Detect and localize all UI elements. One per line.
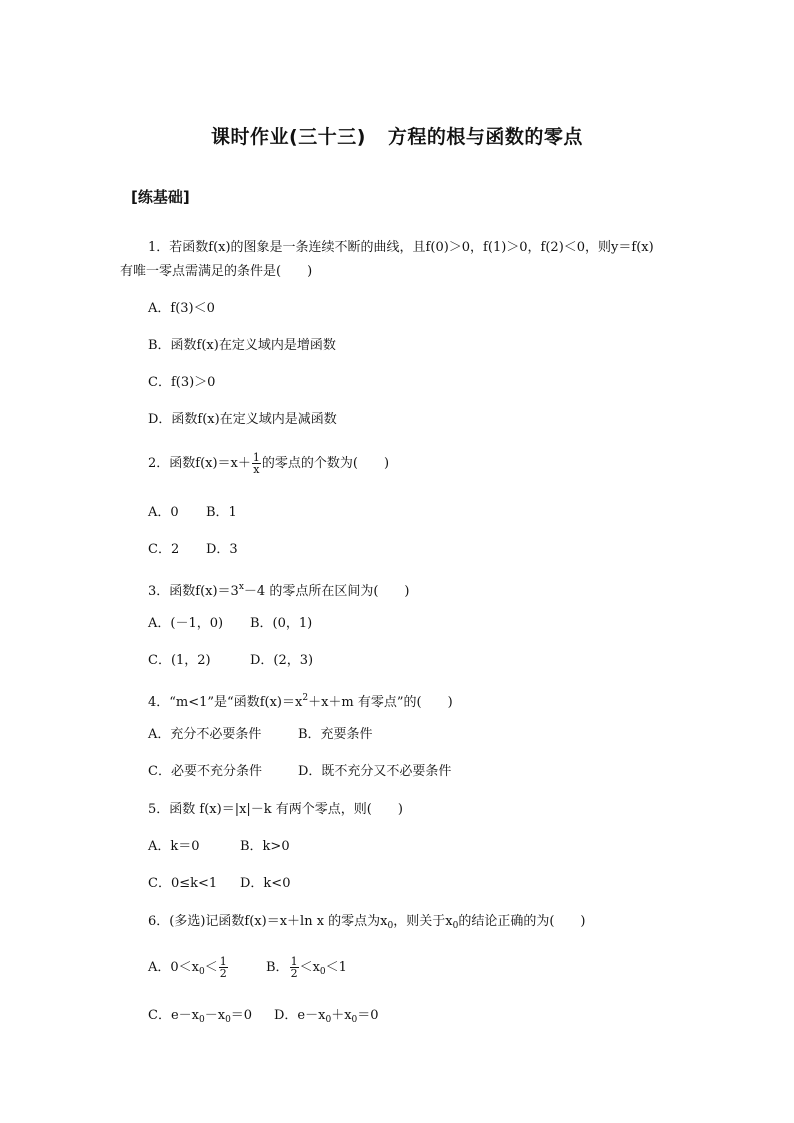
- q3-option-b: B．(0，1): [250, 616, 313, 631]
- q2-options-row1: [148, 503, 237, 523]
- q1-stem-line1: 1．若函数f(x)的图象是一条连续不断的曲线，且f(0)＞0，f(1)＞0，f(2)＜0，则y＝f(x): [148, 240, 654, 255]
- q2-options-row2: [148, 540, 238, 560]
- q5-options-row1: [148, 837, 290, 857]
- q2-fraction: [252, 452, 261, 475]
- q2-option-a: A．0: [148, 505, 179, 520]
- q3-superscript: x: [238, 582, 244, 592]
- q3-option-d: D．(2，3): [250, 653, 314, 668]
- q4-stem: [148, 688, 453, 713]
- q5-stem: 5．函数 f(x)＝|x|－k 有两个零点，则( ): [148, 802, 403, 817]
- title-topic: 方程的根与函数的零点: [387, 126, 583, 148]
- q4-superscript: 2: [302, 693, 309, 703]
- q6-option-c: C．$e-x_0-x_0=0$: [148, 1008, 253, 1025]
- q4-options-row2: [148, 762, 451, 782]
- q6-sub-1: 0: [387, 921, 394, 931]
- q4-option-d: D．既不充分又不必要条件: [298, 764, 452, 779]
- q1-option-b: B．函数f(x)在定义域内是增函数: [148, 338, 336, 353]
- q2-frac-den: x: [253, 463, 260, 476]
- q2-stem: [148, 452, 389, 475]
- q6-options-row1: [148, 956, 347, 982]
- q5-options-row2: [148, 874, 290, 894]
- q3-stem-b: －4 的零点所在区间为( ): [243, 584, 410, 599]
- q4-options-row1: [148, 725, 373, 745]
- q2-stem-a: 2．函数f(x)＝x＋: [148, 456, 251, 471]
- q6-sub-2: 0: [452, 921, 459, 931]
- title-main: 课时作业(三十三): [211, 126, 366, 148]
- q6-option-a: A．$0<x_0<$ $\frac{1}{2}$: [148, 955, 227, 980]
- q2-option-c: C．2: [148, 542, 180, 557]
- q4-option-a: A．充分不必要条件: [148, 727, 262, 742]
- q6-options-row2: [148, 1006, 379, 1030]
- q2-stem-b: 的零点的个数为( ): [261, 456, 390, 471]
- q4-stem-b: ＋x＋m 有零点”的( ): [308, 695, 453, 710]
- q2-frac-num: 1: [252, 451, 260, 464]
- q4-option-c: C．必要不充分条件: [148, 764, 262, 779]
- q5-option-a: A．k＝0: [148, 839, 200, 854]
- q2-option-b: B．1: [206, 505, 237, 520]
- q1-option-c: C．f(3)＞0: [148, 375, 216, 390]
- q2-option-d: D．3: [206, 542, 238, 557]
- q6-stem-a: 6．(多选)记函数f(x)＝x＋ln x 的零点为x: [148, 914, 388, 929]
- q3-stem: [148, 577, 409, 602]
- q6-stem-c: 的结论正确的为( ): [458, 914, 586, 929]
- q3-stem-a: 3．函数f(x)＝3: [148, 584, 239, 599]
- q6b-fraction: $\frac{1}{2}$: [290, 955, 298, 980]
- q6-option-b: B． $\frac{1}{2}$ $<x_0<1$: [266, 955, 347, 980]
- q3-option-c: C．(1，2): [148, 653, 211, 668]
- q1-option-d: D．函数f(x)在定义域内是减函数: [148, 412, 337, 427]
- q4-option-b: B．充要条件: [298, 727, 373, 742]
- q6-option-d: D．$e-x_0+x_0=0$: [274, 1008, 379, 1025]
- section-heading: [练基础]: [131, 188, 190, 206]
- q1-option-a: A．f(3)＜0: [148, 301, 215, 316]
- q6a-fraction: $\frac{1}{2}$: [219, 955, 227, 980]
- q6-stem-b: ，则关于x: [393, 914, 453, 929]
- q6-stem: [148, 912, 585, 936]
- q5-option-d: D．k<0: [240, 876, 291, 891]
- page-title: [0, 122, 794, 149]
- q5-option-c: C．0≤k<1: [148, 876, 218, 891]
- q3-options-row2: [148, 651, 313, 671]
- q3-options-row1: [148, 614, 312, 634]
- q3-option-a: A．(－1，0): [148, 616, 224, 631]
- q4-stem-a: 4．“m<1”是“函数f(x)＝x: [148, 695, 303, 710]
- q1-stem-line2: 有唯一零点需满足的条件是( ): [120, 264, 313, 279]
- q5-option-b: B．k>0: [240, 839, 290, 854]
